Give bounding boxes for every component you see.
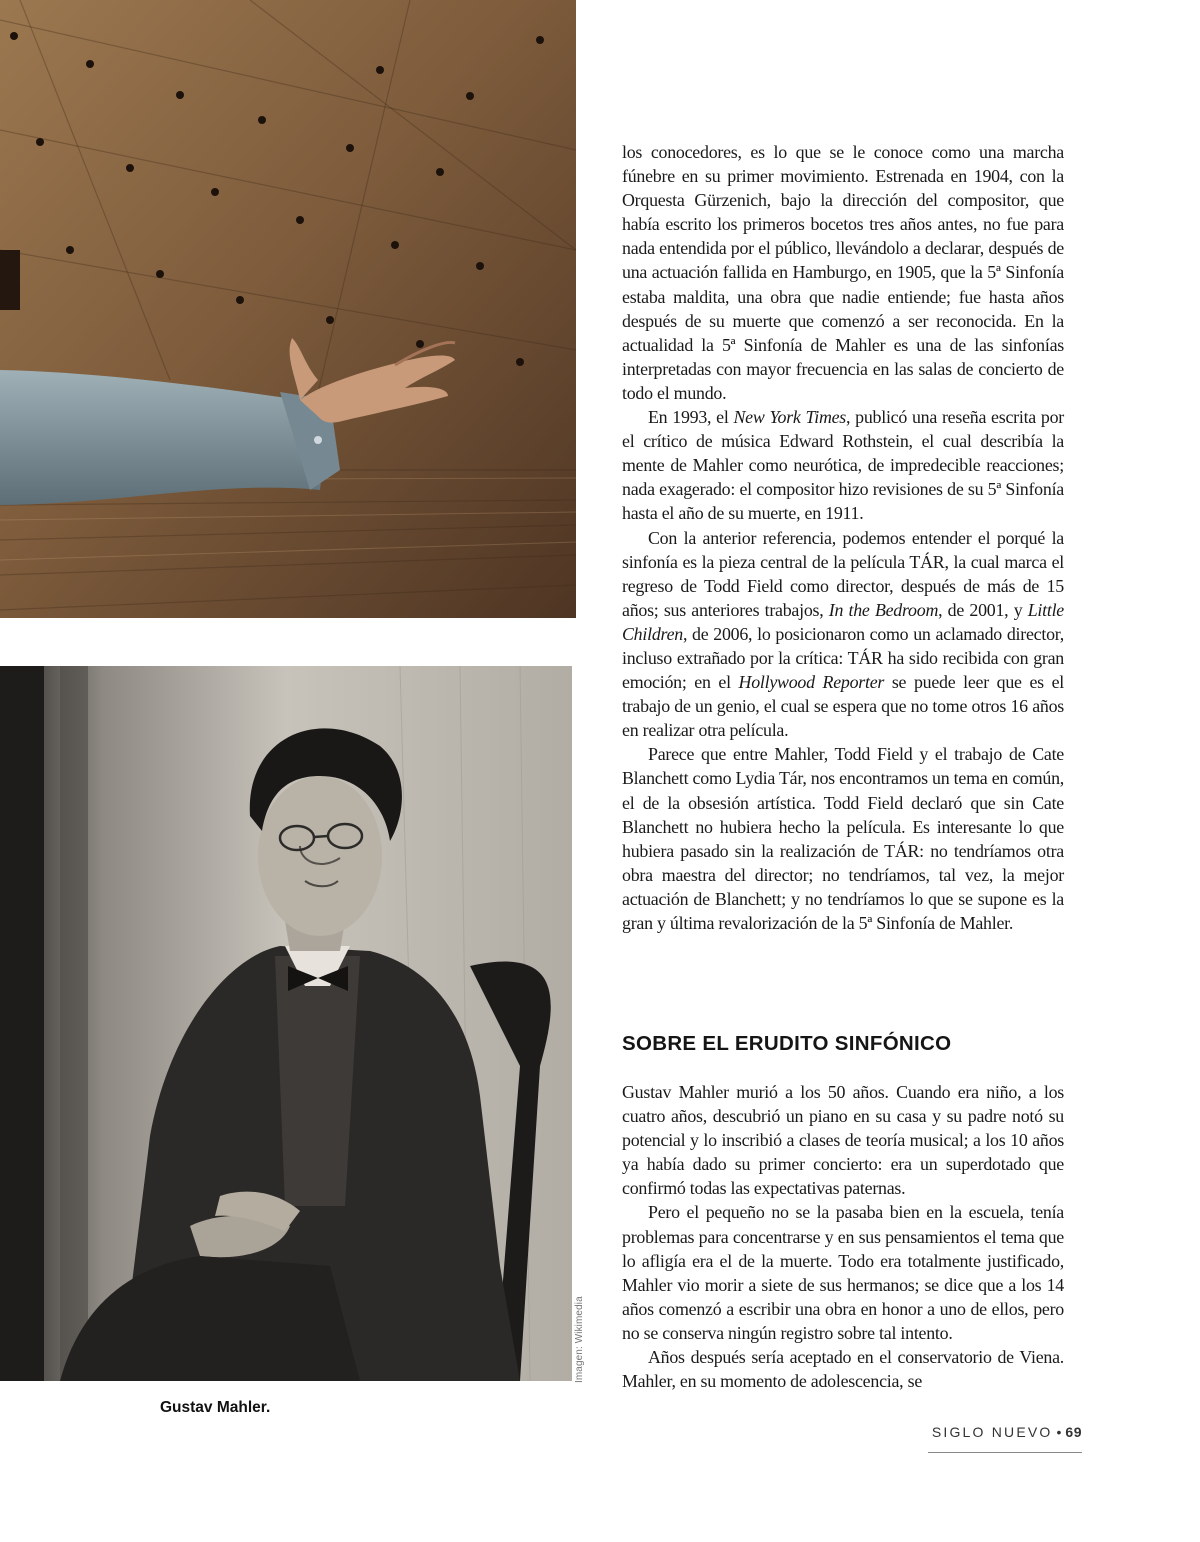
paragraph: Pero el pequeño no se la pasaba bien en la escuela, tenía problemas para concentrarse y en sus pensamientos el tema que lo afligía era el de la muerte. Todo era totalmente justificado, Mahler vio morir a siete de sus hermanos; se dice que a los 14 años comenzó a escribir una obra en honor a uno de ellos, pero no se conserva ningún registro sobre tal intento. xyxy=(622,1202,1064,1343)
publication-name: Hollywood Reporter xyxy=(738,672,885,693)
gustav-mahler-portrait xyxy=(0,666,572,1381)
page-footer xyxy=(928,1424,1082,1440)
paragraph: Años después sería aceptado en el conservatorio de Viena. Mahler, en su momento de adolescencia, se xyxy=(622,1347,1064,1392)
film-title: In the Bedroom xyxy=(828,599,939,620)
film-title: Little Children xyxy=(622,599,1064,644)
paragraph: Con la anterior referencia, podemos entender el porqué la sinfonía es la pieza central de la película TÁR, la cual marca el regreso de Todd Field como director, después de más de 15 años; sus anteriores trabajos, In the Bedroom, de 2001, y Little Children, de 2006, lo posicionaron como un aclamado director, incluso extrañado por la crítica: TÁR ha sido recibida con gran emoción; en el Hollywood Reporter se puede leer que es el trabajo de un genio, el cual se espera que no tome otros 16 años en realizar otra película. xyxy=(622,527,1064,741)
photo-caption: Gustav Mahler. xyxy=(160,1399,271,1416)
publication-name: New York Times xyxy=(733,407,847,428)
photo-credit: Imagen: Wikimedia xyxy=(574,1296,585,1383)
article-text-top xyxy=(622,140,1064,935)
page-number: 69 xyxy=(1065,1424,1082,1440)
conductor-hand-photo xyxy=(0,0,576,618)
paragraph: los conocedores, es lo que se le conoce como una marcha fúnebre en su primer movimiento. Estrenada en 1904, con la Orquesta Gürzenich, bajo la dirección del compositor, que había escrito los primeros bocetos tres años antes, no fue para nada entendida por el público, llevándolo a declarar, después de una actuación fallida en Hamburgo, en 1905, que la 5ª Sinfonía estaba maldita, una obra que nadie entiende; fue hasta años después de su muerte que comenzó a ser reconocida. En la actualidad la 5ª Sinfonía de Mahler es una de las sinfonías interpretadas con mayor frecuencia en las salas de concierto de todo el mundo. xyxy=(622,142,1064,403)
footer-rule xyxy=(928,1452,1082,1453)
article-text-bottom xyxy=(622,1080,1064,1393)
section-heading: SOBRE EL ERUDITO SINFÓNICO xyxy=(622,1032,952,1055)
separator-dot: • xyxy=(1056,1424,1062,1440)
paragraph: Parece que entre Mahler, Todd Field y el trabajo de Cate Blanchett como Lydia Tár, nos encontramos un tema en común, el de la obsesión artística. Todd Field declaró que sin Cate Blanchett no hubiera hecho la película. Es interesante lo que hubiera pasado sin la realización de TÁR: no tendríamos otra obra maestra del director; no tendríamos, tal vez, la mejor actuación de Blanchett; y no tendríamos lo que se supone es la gran y última revalorización de la 5ª Sinfonía de Mahler. xyxy=(622,744,1064,933)
paragraph: En 1993, el New York Times, publicó una reseña escrita por el crítico de música Edward Rothstein, el cual describía la mente de Mahler como neurótica, de impredecible reacciones; nada exagerado: el compositor hizo revisiones de su 5ª Sinfonía hasta el año de su muerte, en 1911. xyxy=(622,407,1064,524)
paragraph: Gustav Mahler murió a los 50 años. Cuando era niño, a los cuatro años, descubrió un piano en su casa y su padre notó su potencial y lo inscribió a clases de teoría musical; a los 10 años ya había dado su primer concierto: era un superdotado que confirmó todas las expectativas paternas. xyxy=(622,1082,1064,1199)
magazine-name: SIGLO NUEVO xyxy=(931,1424,1053,1440)
